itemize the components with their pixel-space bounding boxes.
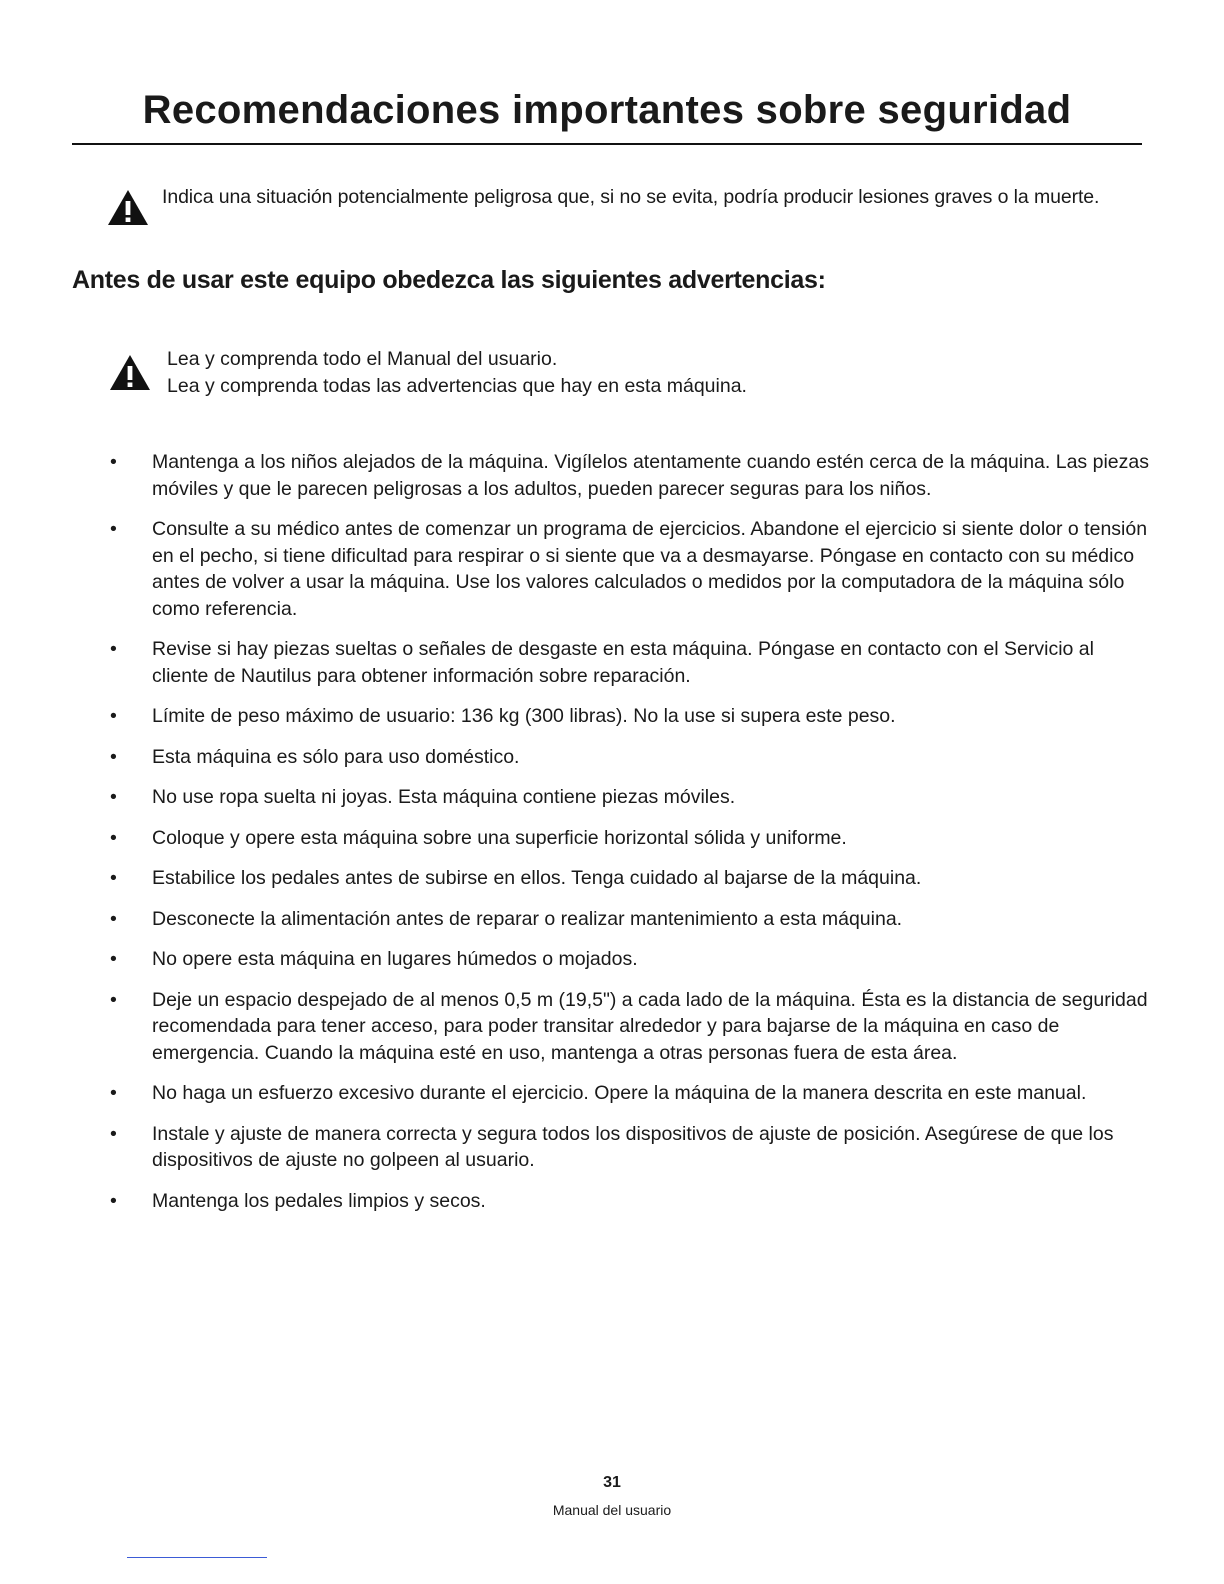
section-heading: Antes de usar este equipo obedezca las siguientes advertencias:	[72, 266, 826, 294]
page-title: Recomendaciones importantes sobre seguridad	[142, 88, 1072, 132]
list-item: • No haga un esfuerzo excesivo durante el ejercicio. Opere la máquina de la manera descrita en este manual.	[104, 1080, 1149, 1107]
list-item: • Estabilice los pedales antes de subirse en ellos. Tenga cuidado al bajarse de la máquina.	[104, 865, 1149, 892]
read-line: Lea y comprenda todo el Manual del usuario.	[167, 348, 558, 370]
list-item: • Desconecte la alimentación antes de reparar o realizar mantenimiento a esta máquina.	[104, 906, 1149, 933]
list-item: • Mantenga a los niños alejados de la máquina. Vigílelos atentamente cuando estén cerca de la máquina. Las piezas móviles y que le parecen peligrosas a los adultos, pueden parecer seguras para los niños.	[104, 449, 1149, 502]
list-item: • Mantenga los pedales limpios y secos.	[104, 1188, 1149, 1215]
list-item: • Deje un espacio despejado de al menos 0,5 m (19,5") a cada lado de la máquina. Ésta es la distancia de seguridad recomendada para tener acceso, para poder transitar alrededor y para bajarse de la máquina en caso de emergencia. Cuando la máquina esté en uso, mantenga a otras personas fuera de esta área.	[104, 987, 1149, 1067]
footer-text: Manual del usuario	[552, 1502, 672, 1518]
title-divider	[72, 143, 1142, 145]
warning-triangle-icon	[106, 188, 150, 228]
warning-legend: Indica una situación potencialmente peligrosa que, si no se evita, podría producir lesiones graves o la muerte.	[162, 186, 1100, 208]
warning-triangle-icon	[108, 353, 152, 393]
read-instructions	[167, 346, 747, 400]
list-item: • Límite de peso máximo de usuario: 136 kg (300 libras). No la use si supera este peso.	[104, 703, 1149, 730]
warnings-list	[104, 449, 1149, 1228]
list-item: • Consulte a su médico antes de comenzar un programa de ejercicios. Abandone el ejercicio si siente dolor o tensión en el pecho, si tiene dificultad para respirar o si siente que va a desmayarse. Póngase en contacto con su médico antes de volver a usar la máquina. Use los valores calculados o medidos por la computadora de la máquina sólo como referencia.	[104, 516, 1149, 622]
read-line: Lea y comprenda todas las advertencias que hay en esta máquina.	[167, 375, 747, 397]
list-item: • Revise si hay piezas sueltas o señales de desgaste en esta máquina. Póngase en contacto con el Servicio al cliente de Nautilus para obtener información sobre reparación.	[104, 636, 1149, 689]
page-number: 31	[603, 1474, 621, 1491]
list-item: • Coloque y opere esta máquina sobre una superficie horizontal sólida y uniforme.	[104, 825, 1149, 852]
list-item: • No opere esta máquina en lugares húmedos o mojados.	[104, 946, 1149, 973]
list-item: • No use ropa suelta ni joyas. Esta máquina contiene piezas móviles.	[104, 784, 1149, 811]
list-item: • Instale y ajuste de manera correcta y segura todos los dispositivos de ajuste de posición. Asegúrese de que los dispositivos de ajuste no golpeen al usuario.	[104, 1121, 1149, 1174]
scan-artifact-line	[127, 1557, 267, 1558]
list-item: • Esta máquina es sólo para uso doméstico.	[104, 744, 1149, 771]
